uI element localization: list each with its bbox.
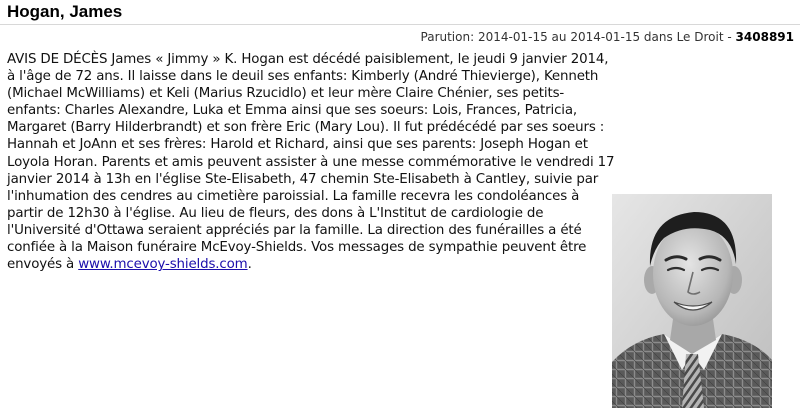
deceased-name-title: Hogan, James — [7, 2, 123, 21]
publication-start-date: 2014-01-15 — [477, 30, 548, 44]
newspaper-name: Le Droit — [676, 30, 724, 44]
notice-number: 3408891 — [735, 30, 794, 44]
meta-separator: - — [727, 30, 732, 44]
dans-word: dans — [643, 30, 673, 44]
final-period: . — [247, 257, 252, 273]
title-divider — [0, 24, 800, 25]
obituary-body: AVIS DE DÉCÈS James « Jimmy » K. Hogan est décédé paisiblement, le jeudi 9 janvier 2014, à l'âge de 72 ans. Il laisse dans le deuil ses enfants: Kimberly (André Thievierge), Kenneth (Michael McWilliams) et Keli (Marius Rzucidlo) et leur mère Claire Chénier, ses petits-enfants: Charles Alexandre, Luka et Emma ainsi que ses soeurs: Lois, Frances, Patricia, Margaret (Barry Hilderbrandt) et son frère Eric (Mary Lou). Il fut prédécédé par ses soeurs : Hannah et JoAnn et ses frères: Harold et Richard, ainsi que ses parents: Joseph Hogan et Loyola Horan. Parents et amis peuvent assister à une messe commémorative le vendredi 17 janvier 2014 à 13h en l'église Ste-Elisabeth, 47 chemin Ste-Elisabeth à Cantley, suivie par l'inhumation des cendres au cimetière paroissial. La famille recevra les condoléances à partir de 12h30 à l'église. Au lieu de fleurs, des dons à L'Institut de cardiologie de l'Université d'Ottawa seraient appréciés par la famille. La direction des funérailles a été confiée à la Maison funéraire McEvoy-Shields. Vos messages de sympathie peuvent être envoyés à — [7, 52, 615, 273]
parution-label: Parution: — [420, 30, 475, 44]
portrait-image — [612, 194, 772, 408]
portrait-photo — [612, 194, 772, 408]
au-word: au — [551, 30, 567, 44]
funeral-home-link[interactable]: www.mcevoy-shields.com — [78, 257, 248, 273]
obituary-text — [7, 51, 615, 273]
publication-info — [421, 29, 794, 45]
publication-end-date: 2014-01-15 — [570, 30, 641, 44]
